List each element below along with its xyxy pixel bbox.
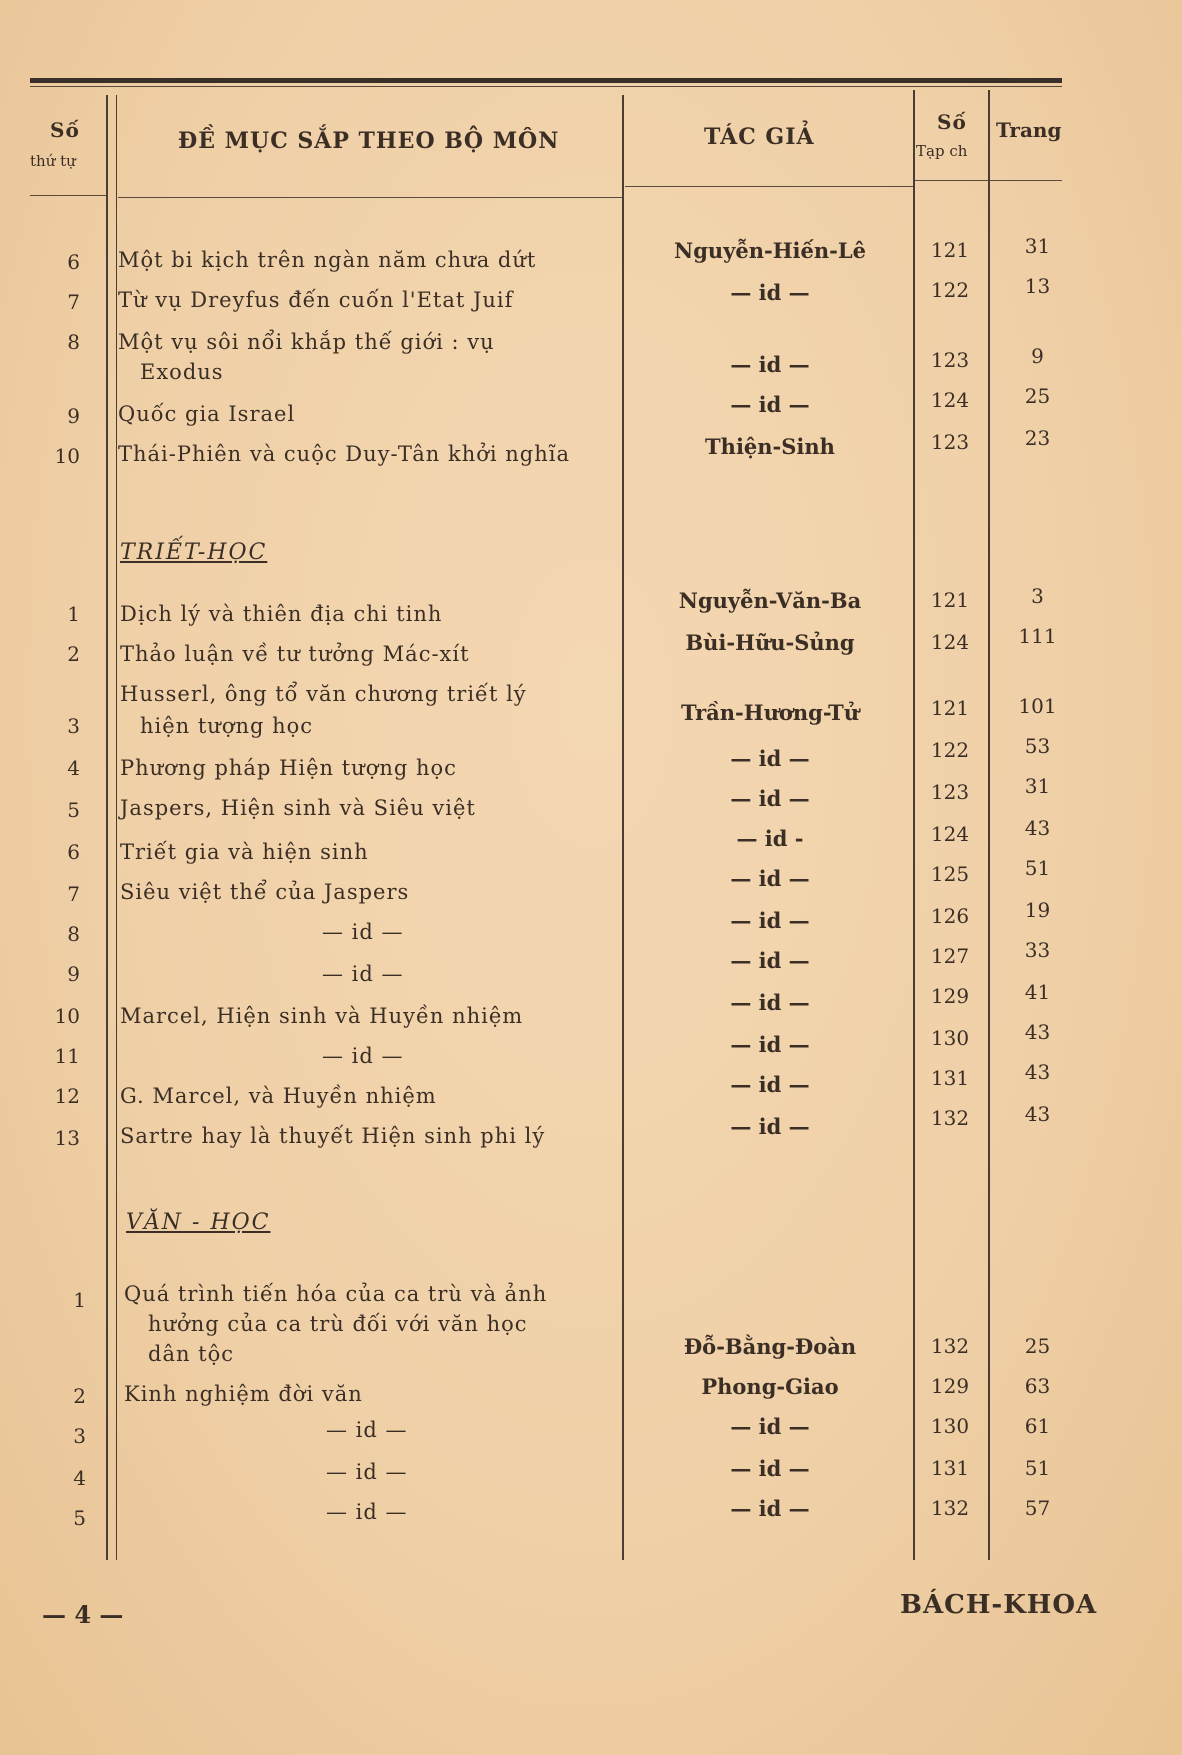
row-title: Triết gia và hiện sinh	[120, 840, 369, 864]
row-page: 13	[1024, 274, 1051, 298]
row-number: 3	[73, 1424, 86, 1448]
row-page: 19	[1024, 898, 1051, 922]
row-number: 5	[67, 798, 80, 822]
row-page: 51	[1024, 1456, 1051, 1480]
row-page: 25	[1024, 1334, 1051, 1358]
row-title: Thảo luận về tư tưởng Mác-xít	[120, 642, 470, 666]
row-page: 61	[1024, 1414, 1051, 1438]
row-volume: 122	[930, 278, 970, 302]
row-author: — id —	[730, 1072, 810, 1097]
row-author: — id —	[730, 1496, 810, 1521]
row-number: 7	[67, 290, 80, 314]
row-title: Thái-Phiên và cuộc Duy-Tân khởi nghĩa	[118, 442, 570, 466]
row-volume: 132	[930, 1106, 970, 1130]
row-author: Thiện-Sinh	[705, 434, 835, 459]
row-volume: 127	[930, 944, 970, 968]
row-title: Dịch lý và thiên địa chi tinh	[120, 602, 443, 626]
row-author: — id —	[730, 990, 810, 1015]
row-author: — id —	[730, 908, 810, 933]
row-author: — id —	[730, 1114, 810, 1139]
row-author: — id —	[730, 1456, 810, 1481]
row-title: Sartre hay là thuyết Hiện sinh phi lý	[120, 1124, 546, 1148]
row-page: 111	[1018, 624, 1057, 648]
row-number: 6	[67, 840, 80, 864]
row-title-continued: hiện tượng học	[140, 714, 314, 738]
row-number: 11	[54, 1044, 80, 1068]
header-vol-sub: Tạp ch	[916, 142, 968, 160]
row-title: Quá trình tiến hóa của ca trù và ảnh	[124, 1282, 548, 1306]
row-volume: 132	[930, 1496, 970, 1520]
row-number: 12	[54, 1084, 80, 1108]
row-page: 43	[1024, 1060, 1051, 1084]
row-number: 9	[67, 962, 80, 986]
row-page: 9	[1031, 344, 1044, 368]
row-author: — id —	[730, 786, 810, 811]
row-number: 1	[67, 602, 80, 626]
row-number: 3	[67, 714, 80, 738]
row-title: — id —	[326, 1418, 408, 1442]
column-divider-vol	[988, 90, 990, 1560]
row-title: Một vụ sôi nổi khắp thế giới : vụ	[118, 330, 495, 354]
row-volume: 131	[930, 1456, 970, 1480]
column-divider-num	[106, 95, 108, 1560]
top-rule-thin	[30, 86, 1062, 87]
row-number: 10	[54, 1004, 80, 1028]
row-volume: 121	[930, 238, 970, 262]
row-page: 23	[1024, 426, 1051, 450]
row-number: 9	[67, 404, 80, 428]
row-page: 33	[1024, 938, 1051, 962]
row-number: 7	[67, 882, 80, 906]
row-volume: 121	[930, 588, 970, 612]
row-author: — id -	[736, 826, 804, 851]
header-num-sub: thứ tự	[30, 152, 76, 170]
row-title: Quốc gia Israel	[118, 402, 296, 426]
row-author: — id —	[730, 280, 810, 305]
row-number: 6	[67, 250, 80, 274]
row-volume: 129	[930, 1374, 970, 1398]
row-volume: 130	[930, 1414, 970, 1438]
row-volume: 126	[930, 904, 970, 928]
row-title-continued: dân tộc	[148, 1342, 235, 1366]
row-author: — id —	[730, 392, 810, 417]
row-author: Trần-Hương-Tử	[681, 700, 859, 725]
row-title: — id —	[326, 1500, 408, 1524]
column-divider-subject	[622, 95, 624, 1560]
row-page: 41	[1024, 980, 1051, 1004]
row-page: 31	[1024, 774, 1051, 798]
row-page: 25	[1024, 384, 1051, 408]
row-page: 43	[1024, 816, 1051, 840]
row-number: 13	[54, 1126, 80, 1150]
row-page: 3	[1031, 584, 1044, 608]
row-author: — id —	[730, 1032, 810, 1057]
magazine-name: BÁCH-KHOA	[900, 1590, 1098, 1620]
row-page: 57	[1024, 1496, 1051, 1520]
row-volume: 121	[930, 696, 970, 720]
row-volume: 124	[930, 630, 970, 654]
header-num: Số	[50, 118, 80, 142]
row-page: 31	[1024, 234, 1051, 258]
header-underline-subject	[118, 197, 622, 198]
row-volume: 124	[930, 822, 970, 846]
row-author: — id —	[730, 948, 810, 973]
row-number: 2	[67, 642, 80, 666]
row-title: Husserl, ông tổ văn chương triết lý	[120, 682, 527, 706]
row-author: Đỗ-Bằng-Đoàn	[683, 1334, 857, 1359]
header-underline-page	[990, 180, 1062, 181]
row-title: Từ vụ Dreyfus đến cuốn l'Etat Juif	[118, 288, 514, 312]
column-divider-num-inner	[116, 95, 117, 1560]
row-number: 1	[73, 1288, 86, 1312]
row-page: 43	[1024, 1020, 1051, 1044]
row-title: G. Marcel, và Huyền nhiệm	[120, 1084, 437, 1108]
row-page: 53	[1024, 734, 1051, 758]
row-volume: 132	[930, 1334, 970, 1358]
row-title-continued: Exodus	[140, 360, 224, 384]
section-heading-triet-hoc: TRIẾT-HỌC	[120, 540, 268, 565]
row-title: Marcel, Hiện sinh và Huyền nhiệm	[120, 1004, 524, 1028]
row-number: 10	[54, 444, 80, 468]
row-number: 4	[67, 756, 80, 780]
row-title: Kinh nghiệm đời văn	[124, 1382, 363, 1406]
row-number: 5	[73, 1506, 86, 1530]
row-number: 8	[67, 330, 80, 354]
row-author: — id —	[730, 1414, 810, 1439]
page-number: — 4 —	[42, 1600, 124, 1629]
row-author: Phong-Giao	[701, 1374, 839, 1399]
top-rule	[30, 78, 1062, 83]
row-title: Jaspers, Hiện sinh và Siêu việt	[120, 796, 476, 820]
row-title: Một bi kịch trên ngàn năm chưa dứt	[118, 248, 537, 272]
row-title: Phương pháp Hiện tượng học	[120, 756, 457, 780]
row-title: Siêu việt thể của Jaspers	[120, 880, 410, 904]
row-title: — id —	[326, 1460, 408, 1484]
header-subject: ĐỀ MỤC SẮP THEO BỘ MÔN	[178, 128, 560, 154]
row-volume: 130	[930, 1026, 970, 1050]
header-underline-vol	[915, 180, 988, 181]
row-title: — id —	[322, 920, 404, 944]
row-number: 4	[73, 1466, 86, 1490]
row-page: 43	[1024, 1102, 1051, 1126]
header-vol: Số	[937, 110, 967, 134]
row-volume: 124	[930, 388, 970, 412]
row-volume: 122	[930, 738, 970, 762]
row-title: — id —	[322, 962, 404, 986]
row-page: 101	[1018, 694, 1057, 718]
row-page: 51	[1024, 856, 1051, 880]
row-author: Nguyễn-Hiến-Lê	[674, 238, 866, 263]
row-volume: 131	[930, 1066, 970, 1090]
header-author: TÁC GIẢ	[704, 124, 815, 150]
header-page: Trang	[996, 118, 1062, 142]
row-author: — id —	[730, 866, 810, 891]
section-heading-van-hoc: VĂN - HỌC	[126, 1210, 271, 1235]
row-volume: 123	[930, 348, 970, 372]
header-underline-num	[30, 195, 106, 196]
row-author: Nguyễn-Văn-Ba	[678, 588, 862, 613]
row-author: Bùi-Hữu-Sủng	[685, 630, 855, 655]
row-volume: 129	[930, 984, 970, 1008]
row-title-continued: hưởng của ca trù đối với văn học	[148, 1312, 528, 1336]
row-title: — id —	[322, 1044, 404, 1068]
row-volume: 125	[930, 862, 970, 886]
row-number: 8	[67, 922, 80, 946]
row-author: — id —	[730, 746, 810, 771]
row-page: 63	[1024, 1374, 1051, 1398]
row-number: 2	[73, 1384, 86, 1408]
row-volume: 123	[930, 430, 970, 454]
row-author: — id —	[730, 352, 810, 377]
header-underline-author	[625, 186, 913, 187]
row-volume: 123	[930, 780, 970, 804]
